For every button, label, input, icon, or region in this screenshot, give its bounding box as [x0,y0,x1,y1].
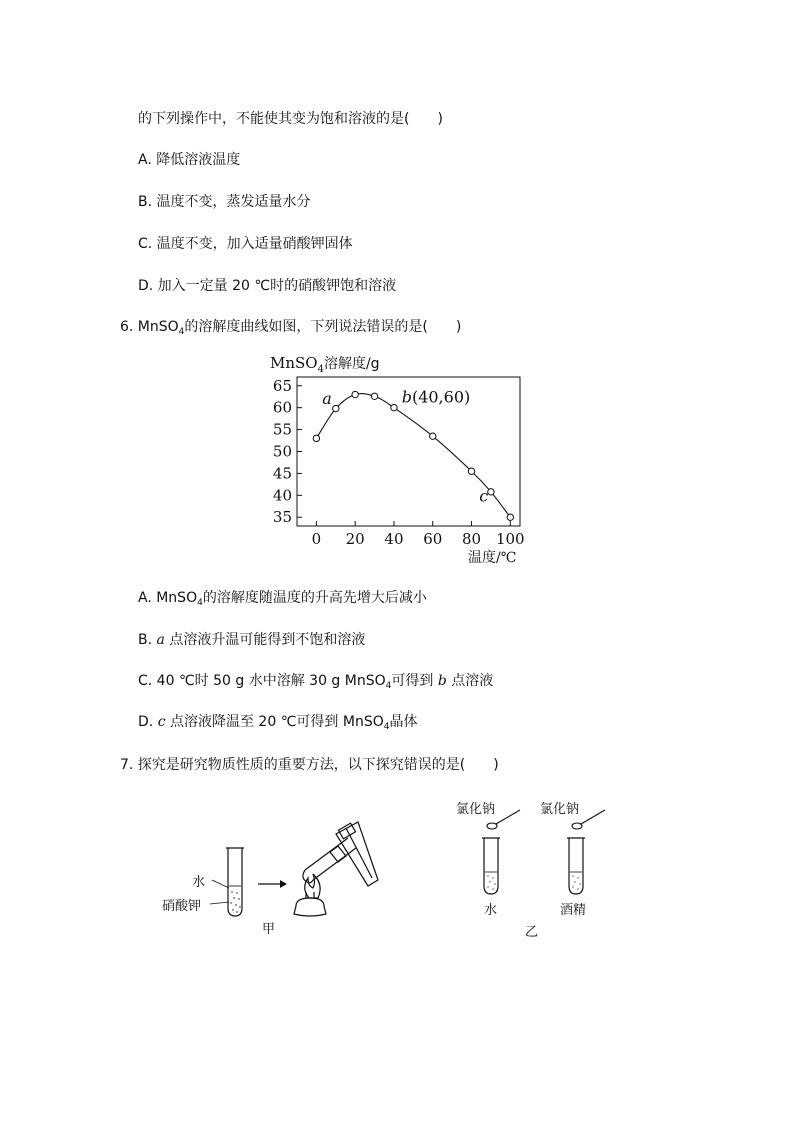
caption-jia: 甲 [262,922,276,937]
label-alcohol: 酒精 [560,903,587,918]
label-water: 水 [192,875,206,890]
x-tick-label: 40 [384,530,404,548]
q6-option-d: D. c 点溶液降温至 20 ℃可得到 MnSO$_4$晶体 [138,714,418,732]
q5-option-a: A. 降低溶液温度 [138,152,241,168]
x-tick-label: 0 [311,530,322,548]
y-tick-label: 35 [272,508,292,527]
chart-title: MnSO$_4$溶解度/g [270,354,380,375]
caption-yi: 乙 [525,925,539,940]
y-tick-label: 60 [272,398,292,417]
x-tick-label: 80 [461,530,482,548]
test-tube-alcohol-icon [567,838,585,894]
label-kno3: 硝酸钾 [162,899,202,914]
y-tick-label: 55 [272,420,292,439]
x-tick-label: 20 [345,530,365,548]
y-tick-label: 45 [272,464,292,483]
q5-stem: 的下列操作中，不能使其变为饱和溶液的是( ) [138,111,443,127]
q5-option-d: D. 加入一定量 20 ℃时的硝酸钾饱和溶液 [138,278,397,294]
q6-option-c: C. 40 ℃时 50 g 水中溶解 30 g MnSO$_4$可得到 b 点溶液 [138,673,494,691]
x-axis-label: 温度/℃ [468,550,517,566]
q7-stem: 7. 探究是研究物质性质的重要方法，以下探究错误的是( ) [120,757,499,773]
q6-option-a: A. MnSO$_4$的溶解度随温度的升高先增大后减小 [138,590,427,608]
x-tick-label: 60 [423,530,443,548]
y-tick-label: 65 [272,376,292,395]
label-nacl-2: 氯化钠 [540,802,580,817]
point-label: c [479,486,489,506]
point-label: a [322,389,332,409]
y-tick-label: 40 [272,486,292,505]
q5-option-c: C. 温度不变，加入适量硝酸钾固体 [138,236,353,252]
y-tick-label: 50 [272,442,292,461]
test-tube-water-icon [482,838,500,894]
point-label: b(40,60) [401,387,471,407]
label-water-2: 水 [484,903,498,918]
q5-option-b: B. 温度不变，蒸发适量水分 [138,194,311,210]
label-nacl-1: 氯化钠 [456,802,496,817]
x-tick-label: 100 [495,530,525,548]
q6-option-b: B. a 点溶液升温可能得到不饱和溶液 [138,632,366,648]
q6-stem: 6. MnSO$_4$的溶解度曲线如图，下列说法错误的是( ) [120,319,462,337]
